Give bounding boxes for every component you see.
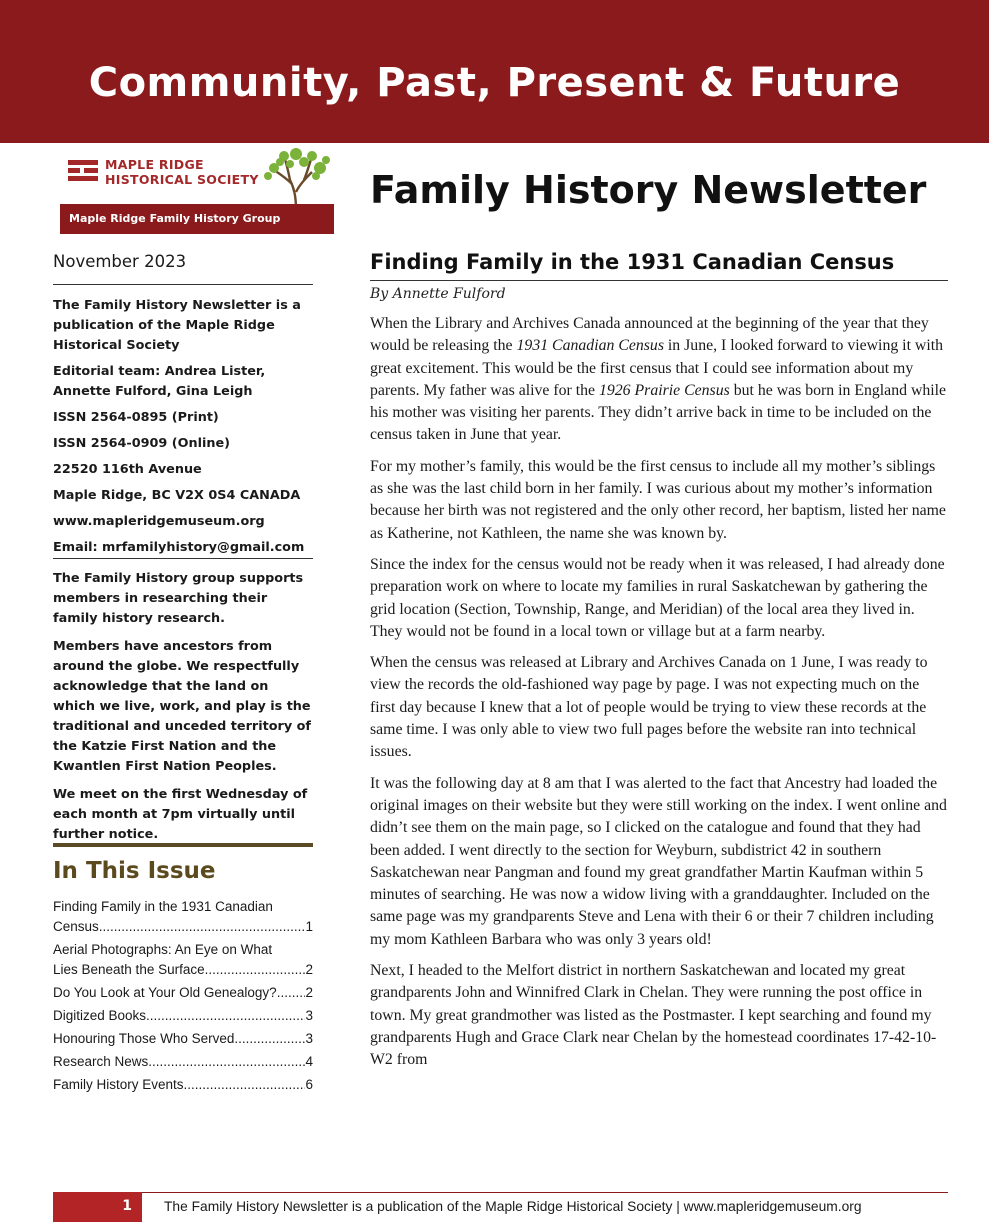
toc-item[interactable]: Aerial Photographs: An Eye on What Lies Beneath the Surface ..... 2 <box>53 940 313 980</box>
toc-item[interactable]: Family History Events ..... 6 <box>53 1075 313 1095</box>
footer-text: The Family History Newsletter is a publication of the Maple Ridge Historical Society | www.mapleridgemuseum.org <box>164 1199 862 1214</box>
info-editors: Editorial team: Andrea Lister, Annette Fulford, Gina Leigh <box>53 364 266 399</box>
toc-item[interactable]: Do You Look at Your Old Genealogy? ..... 2 <box>53 983 313 1003</box>
article-paragraph: When the Library and Archives Canada announced at the beginning of the year that they would be releasing the 1931 Canadian Census in June, I looked forward to viewing it with great excitement. This would be the first census that I could see information about my parents. My father was alive for the 1926 Prairie Census but he was born in England while his mother was visiting her parents. They didn’t arrive back in time to be included on the census taken in June that year. <box>370 315 947 444</box>
article-body <box>370 313 948 1081</box>
about-acknowledgement: Members have ancestors from around the globe. We respectfully acknowledge that the land on which we live, work, and play is the traditional and unceded territory of the Katzie First Nation and the Kwantlen First Nation Peoples. <box>53 639 311 774</box>
about-purpose: The Family History group supports members in researching their family history research. <box>53 571 304 626</box>
logo-group-label: Maple Ridge Family History Group <box>69 212 281 225</box>
tree-icon <box>260 148 334 210</box>
issue-date: November 2023 <box>53 252 187 271</box>
info-address: 22520 116th Avenue <box>53 462 202 477</box>
logo-name: MAPLE RIDGE HISTORICAL SOCIETY <box>105 157 259 187</box>
table-of-contents <box>53 897 313 1098</box>
info-email-link[interactable]: Email: mrfamilyhistory@gmail.com <box>53 540 305 555</box>
info-website-link[interactable]: www.mapleridgemuseum.org <box>53 514 265 529</box>
society-logo <box>60 148 334 234</box>
toc-item[interactable]: Research News ..... 4 <box>53 1052 313 1072</box>
toc-item[interactable]: Finding Family in the 1931 Canadian Census ..... 1 <box>53 897 313 937</box>
newsletter-title: Family History Newsletter <box>370 168 927 212</box>
article-paragraph: When the census was released at Library and Archives Canada on 1 June, I was ready to view the records the old-fashioned way page by page. I was not expecting much on the first day because I knew that a lot of people would be trying to view these records at the same time. I was only able to view two full pages before the website ran into technical issues. <box>370 654 928 761</box>
banner-title: Community, Past, Present & Future <box>88 60 901 106</box>
divider <box>53 843 313 847</box>
info-city: Maple Ridge, BC V2X 0S4 CANADA <box>53 488 301 503</box>
info-publication: The Family History Newsletter is a publication of the Maple Ridge Historical Society <box>53 298 301 353</box>
article-title: Finding Family in the 1931 Canadian Census <box>370 250 895 274</box>
article-paragraph: It was the following day at 8 am that I was alerted to the fact that Ancestry had loaded the original images on their website but they were still working on the index. I went online and didn’t see them on the main page, so I clicked on the catalogue and found that they had been added. I went directly to the section for Weyburn, subdistrict 42 in southern Saskatchewan near Pangman and found my great grandfather Martin Kaufman within 5 minutes of searching. He was now a widow living with a granddaughter. Included on the same page was my grandparents Steve and Lena with their 6 or their 7 children including my mom Kathleen Barbara who was only 3 years old! <box>370 774 947 948</box>
group-about <box>53 569 313 853</box>
publication-info <box>53 296 313 564</box>
footer-divider <box>53 1192 948 1193</box>
article-paragraph: Next, I headed to the Melfort district in northern Saskatchewan and located my great grandparents John and Winnifred Clark in Chelan. They were running the post office in town. My great grandmother was listed as the Postmaster. I kept searching and found my grandparents Hugh and Grace Clark near Chelan by the homestead coordinates 17-42-10-W2 from <box>370 962 937 1069</box>
header-banner <box>0 0 989 143</box>
info-issn-print: ISSN 2564-0895 (Print) <box>53 410 219 425</box>
logo-group-bar <box>60 204 334 234</box>
divider <box>53 284 313 285</box>
logo-mark-icon <box>68 160 98 182</box>
about-meetings: We meet on the first Wednesday of each month at 7pm virtually until further notice. <box>53 787 308 842</box>
article-byline: By Annette Fulford <box>370 286 506 302</box>
article-paragraph: Since the index for the census would not be ready when it was released, I had already done preparation work on where to locate my families in rural Saskatchewan by gathering the grid location (Section, Township, Range, and Meridian) of the local area they lived in. They would not be found in a local town or village but at a farm nearby. <box>370 555 945 640</box>
toc-item[interactable]: Digitized Books ..... 3 <box>53 1006 313 1026</box>
article-paragraph: For my mother’s family, this would be the first census to include all my mother’s siblings as she was the last child born in her family. I was curious about my mother’s information because her birth was not registered and the only other record, her baptism, listed her name as Katherine, not Kathleen, the name she was known by. <box>370 457 946 542</box>
toc-item[interactable]: Honouring Those Who Served ..... 3 <box>53 1029 313 1049</box>
info-issn-online: ISSN 2564-0909 (Online) <box>53 436 231 451</box>
toc-heading: In This Issue <box>53 858 216 884</box>
page-number: 1 <box>53 1192 142 1222</box>
divider <box>370 280 948 281</box>
divider <box>53 558 313 559</box>
